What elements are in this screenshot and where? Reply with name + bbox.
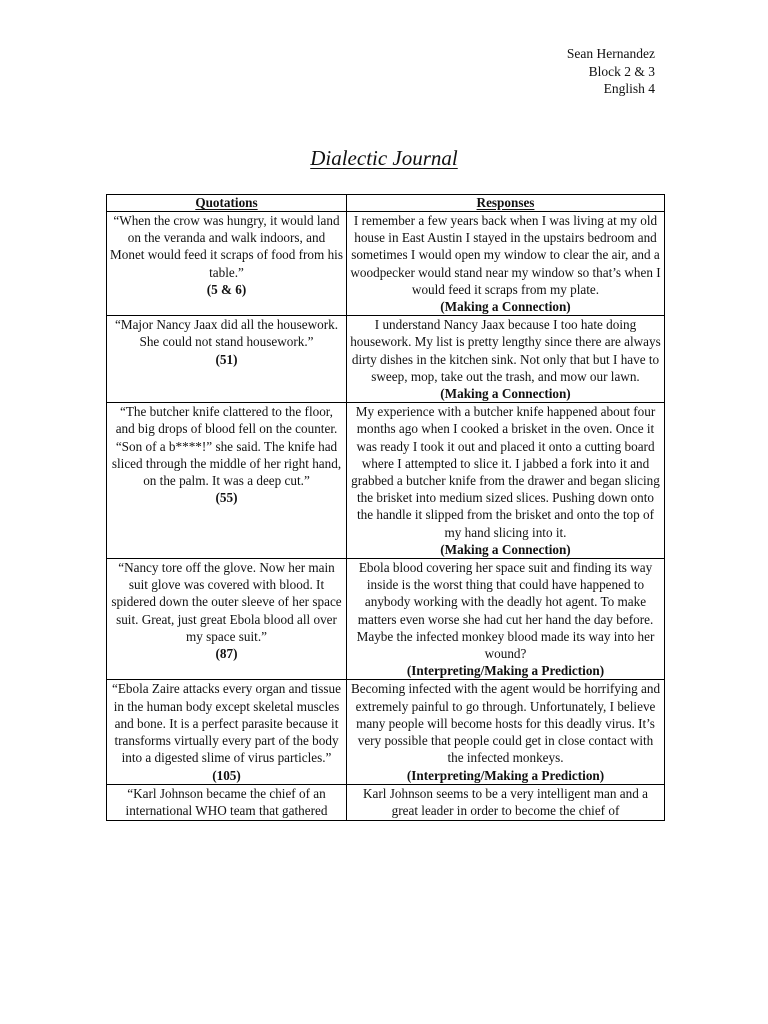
column-header-quotations: Quotations bbox=[107, 195, 347, 212]
table-row bbox=[107, 212, 665, 316]
quote-text: “The butcher knife clattered to the floor, and big drops of blood fell on the counter. “Son of a b****!” she said. The knife had sliced through the middle of her right hand, on the palm. It was a deep cut.” bbox=[111, 404, 342, 489]
quote-text: “When the crow was hungry, it would land on the veranda and walk indoors, and Monet would feed it scraps of food from his table.” bbox=[110, 213, 343, 280]
quote-text: “Ebola Zaire attacks every organ and tissue in the human body except skeletal muscles and bone. It is a perfect parasite because it transforms virtually every part of the body into a digested slime of virus particles.” bbox=[112, 681, 341, 766]
response-cell bbox=[347, 403, 665, 559]
response-cell bbox=[347, 316, 665, 403]
response-text: My experience with a butcher knife happened about four months ago when I cooked a brisket in the oven. Once it was ready I took it out and placed it onto a cutting board where I attempted to slice it. I jabbed a fork into it and grabbed a butcher knife from the drawer and began slicing the brisket into medium sized slices. Pushing down onto the handle it slipped from the brisket and onto the top of my hand slicing into it. bbox=[351, 404, 660, 540]
response-text: Ebola blood covering her space suit and finding its way inside is the worst thing that could have happened to anybody working with the deadly hot agent. To make matters even worse she had cut her hand the day before. Maybe the infected monkey blood made its way into her wound? bbox=[356, 560, 655, 662]
table-row bbox=[107, 316, 665, 403]
author-name: Sean Hernandez bbox=[566, 46, 655, 61]
response-text: I understand Nancy Jaax because I too hate doing housework. My list is pretty lengthy since there are always dirty dishes in the kitchen sink. Not only that but I have to sweep, mop, take out the trash, and mow our lawn. bbox=[350, 317, 661, 384]
page-reference: (87) bbox=[215, 646, 238, 662]
quote-cell bbox=[107, 559, 347, 680]
response-category: (Making a Connection) bbox=[440, 386, 571, 402]
response-cell bbox=[347, 680, 665, 784]
quote-text: “Karl Johnson became the chief of an international WHO team that gathered bbox=[125, 785, 328, 818]
page-reference: (55) bbox=[215, 490, 238, 506]
course-name: English 4 bbox=[603, 81, 655, 96]
page-reference: (5 & 6) bbox=[206, 281, 247, 297]
response-category: (Making a Connection) bbox=[440, 299, 571, 315]
table-row bbox=[107, 680, 665, 784]
column-header-responses: Responses bbox=[347, 195, 665, 212]
response-category: (Interpreting/Making a Prediction) bbox=[406, 663, 605, 679]
table-row bbox=[107, 403, 665, 559]
response-cell bbox=[347, 212, 665, 316]
page-reference: (105) bbox=[212, 767, 241, 783]
quote-cell bbox=[107, 316, 347, 403]
quote-cell bbox=[107, 212, 347, 316]
response-category: (Making a Connection) bbox=[440, 541, 571, 557]
journal-table bbox=[106, 194, 665, 821]
page-title: Dialectic Journal bbox=[310, 146, 458, 170]
quote-cell bbox=[107, 680, 347, 784]
quote-text: “Major Nancy Jaax did all the housework. She could not stand housework.” bbox=[114, 317, 339, 350]
table-header-row bbox=[107, 195, 665, 212]
table-row bbox=[107, 784, 665, 820]
response-text: Karl Johnson seems to be a very intelligent man and a great leader in order to become the chief of bbox=[363, 785, 648, 818]
quote-cell bbox=[107, 784, 347, 820]
response-category: (Interpreting/Making a Prediction) bbox=[406, 767, 605, 783]
page-reference: (51) bbox=[215, 351, 238, 367]
quote-text: “Nancy tore off the glove. Now her main suit glove was covered with blood. It spidered down the outer sleeve of her space suit. Great, just great Ebola blood all over my space suit.” bbox=[111, 560, 342, 644]
response-cell bbox=[347, 559, 665, 680]
quote-cell bbox=[107, 403, 347, 559]
response-text: I remember a few years back when I was living at my old house in East Austin I stayed in the upstairs bedroom and sometimes I would open my window to clear the air, and a woodpecker would stand near my window so that’s when I would feed it scraps from my plate. bbox=[350, 213, 661, 297]
response-cell bbox=[347, 784, 665, 820]
table-row bbox=[107, 559, 665, 680]
response-text: Becoming infected with the agent would be horrifying and extremely painful to go through. Unfortunately, I believe many people will become hosts for this deadly virus. It’s very possible that people could get in close contact with the infected monkeys. bbox=[350, 681, 661, 766]
class-block: Block 2 & 3 bbox=[588, 63, 655, 79]
